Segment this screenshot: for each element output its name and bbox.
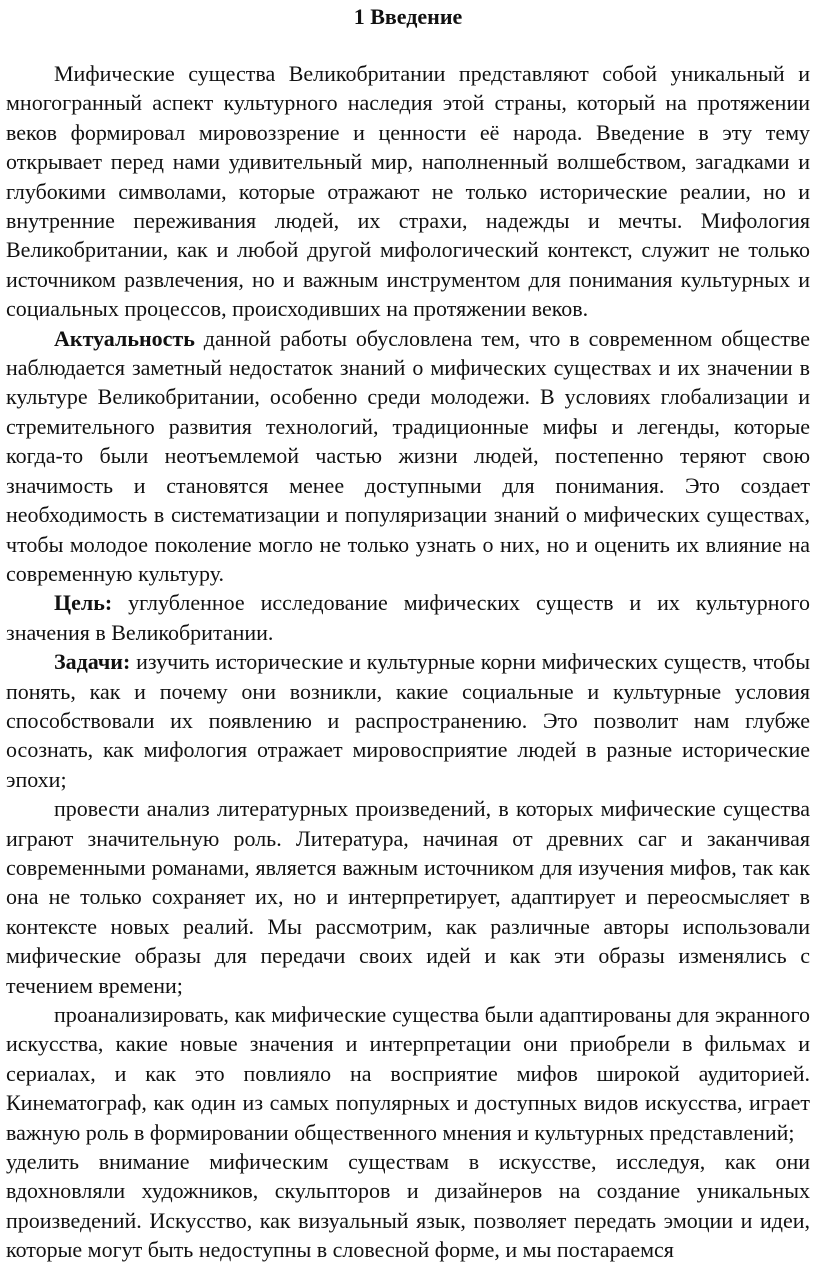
paragraph-task-art-text: уделить внимание мифическим существам в искусстве, исследуя, как они вдохновляли художников, скульпторов и дизайнеров на создание уникальных произведений. Искусство, как визуальный язык, позволяет передать эмоции и идеи, которые могут быть недоступны в словесной форме, и мы постараемся	[6, 1149, 810, 1263]
paragraph-intro-text: Мифические существа Великобритании представляют собой уникальный и многогранный аспект культурного наследия этой страны, который на протяжении веков формировал мировоззрение и ценности её народа. Введение в эту тему открывает перед нами удивительный мир, наполненный волшебством, загадками и глубокими символами, которые отражают не только исторические реалии, но и внутренние переживания людей, их страхи, надежды и мечты. Мифология Великобритании, как и любой другой мифологический контекст, служит не только источником развлечения, но и важным инструментом для понимания культурных и социальных процессов, происходивших на протяжении веков.	[6, 61, 810, 322]
paragraph-goal-text: углубленное исследование мифических существ и их культурного значения в Великобритании.	[6, 590, 810, 645]
paragraph-task-literature	[6, 794, 810, 1000]
section-title: 1 Введение	[353, 4, 463, 29]
tasks-lead: Задачи:	[54, 649, 131, 675]
goal-lead: Цель:	[54, 590, 113, 616]
paragraph-intro	[6, 59, 810, 324]
paragraph-task-art	[6, 1147, 810, 1265]
paragraph-relevance-text: данной работы обусловлена тем, что в современном обществе наблюдается заметный недостаток знаний о мифических существах и их значении в культуре Великобритании, особенно среди молодежи. В условиях глобализации и стремительного развития технологий, традиционные мифы и легенды, которые когда-то были неотъемлемой частью жизни людей, постепенно теряют свою значимость и становятся менее доступными для понимания. Это создает необходимость в систематизации и популяризации знаний о мифических существах, чтобы молодое поколение могло не только узнать о них, но и оценить их влияние на современную культуру.	[6, 325, 810, 586]
paragraph-tasks-text: изучить исторические и культурные корни мифических существ, чтобы понять, как и почему они возникли, какие социальные и культурные условия способствовали их появлению и распространению. Это позволит нам глубже осознать, как мифология отражает мировосприятие людей в разные исторические эпохи;	[6, 649, 810, 792]
paragraph-goal	[6, 588, 810, 647]
paragraph-task-screen-text: проанализировать, как мифические существа были адаптированы для экранного искусства, какие новые значения и интерпретации они приобрели в фильмах и сериалах, и как это повлияло на восприятие мифов широкой аудиторией. Кинематограф, как один из самых популярных и доступных видов искусства, играет важную роль в формировании общественного мнения и культурных представлений;	[6, 1002, 810, 1145]
paragraph-tasks	[6, 647, 810, 794]
relevance-lead: Актуальность	[54, 325, 195, 351]
paragraph-task-literature-text: провести анализ литературных произведений, в которых мифические существа играют значительную роль. Литература, начиная от древних саг и заканчивая современными романами, является важным источником для изучения мифов, так как она не только сохраняет их, но и интерпретирует, адаптирует и переосмысляет в контексте новых реалий. Мы рассмотрим, как различные авторы использовали мифические образы для передачи своих идей и как эти образы изменялись с течением времени;	[6, 796, 810, 998]
paragraph-relevance	[6, 324, 810, 589]
paragraph-task-screen	[6, 1000, 810, 1147]
